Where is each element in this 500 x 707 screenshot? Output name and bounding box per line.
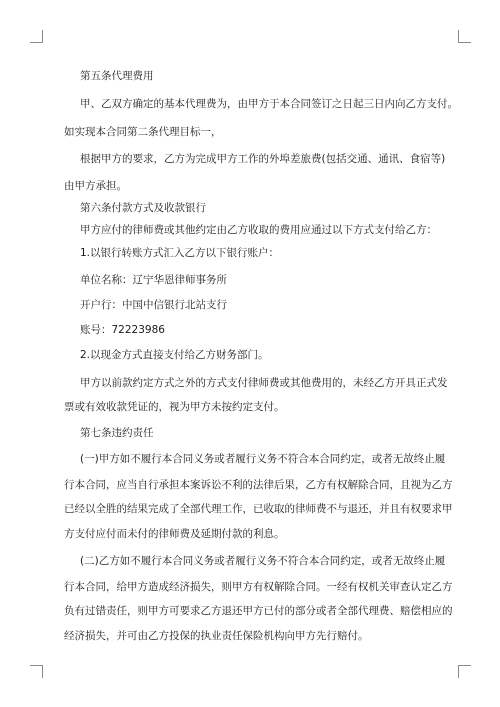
crop-mark-top-right: [458, 30, 471, 43]
crop-mark-top-left: [30, 30, 43, 43]
crop-mark-bottom-right: [458, 665, 471, 678]
paragraph-line: 2.以现金方式直接支付给乙方财务部门。: [80, 349, 269, 361]
heading-article-5: 第五条代理费用: [80, 70, 154, 82]
bank-account-number: 账号：72223986: [80, 324, 165, 336]
paragraph-line: 方支付应付而未付的律师费及延期付款的利息。: [64, 528, 285, 540]
paragraph-line: 甲方应付的律师费或其他约定由乙方收取的费用应通过以下方式支付给乙方：: [80, 224, 437, 236]
bank-branch: 开户行：中国中信银行北站支行: [80, 299, 227, 311]
paragraph-line: 已经以全胜的结果完成了全部代理工作，已收取的律师费不与退还，并且有权要求甲: [64, 503, 453, 515]
paragraph-line: 1.以银行转账方式汇入乙方以下银行账户：: [80, 247, 280, 259]
paragraph-line: 票或有效收款凭证的，视为甲方未按约定支付。: [64, 401, 285, 413]
bank-account-name: 单位名称：辽宁华恩律师事务所: [80, 274, 227, 286]
paragraph-line: 如实现本合同第二条代理目标一，: [64, 126, 222, 138]
paragraph-line: 经济损失，并可由乙方投保的执业责任保险机构向甲方先行赔付。: [64, 630, 369, 642]
paragraph-line: 根据甲方的要求，乙方为完成甲方工作的外埠差旅费(包括交通、通讯、食宿等): [80, 153, 446, 165]
heading-article-6: 第六条付款方式及收款银行: [80, 202, 206, 214]
crop-mark-bottom-left: [30, 665, 43, 678]
paragraph-line: (一)甲方如不履行本合同义务或者履行义务不符合本合同约定，或者无故终止履: [80, 453, 446, 465]
heading-article-7: 第七条违约责任: [80, 427, 154, 439]
paragraph-line: 由甲方承担。: [64, 180, 127, 192]
paragraph-line: 甲方以前款约定方式之外的方式支付律师费或其他费用的，未经乙方开具正式发: [80, 377, 448, 389]
paragraph-line: 负有过错责任，则甲方可要求乙方退还甲方已付的部分或者全部代理费、赔偿相应的: [64, 605, 453, 617]
paragraph-line: 行本合同，给甲方造成经济损失，则甲方有权解除合同。一经有权机关审查认定乙方: [64, 581, 453, 593]
paragraph-line: 甲、乙双方确定的基本代理费为，由甲方于本合同签订之日起三日内向乙方支付。: [80, 98, 458, 110]
paragraph-line: 行本合同，应当自行承担本案诉讼不利的法律后果，乙方有权解除合同，且视为乙方: [64, 479, 453, 491]
paragraph-line: (二)乙方如不履行本合同义务或者履行义务不符合本合同约定，或者无故终止履: [80, 555, 446, 567]
